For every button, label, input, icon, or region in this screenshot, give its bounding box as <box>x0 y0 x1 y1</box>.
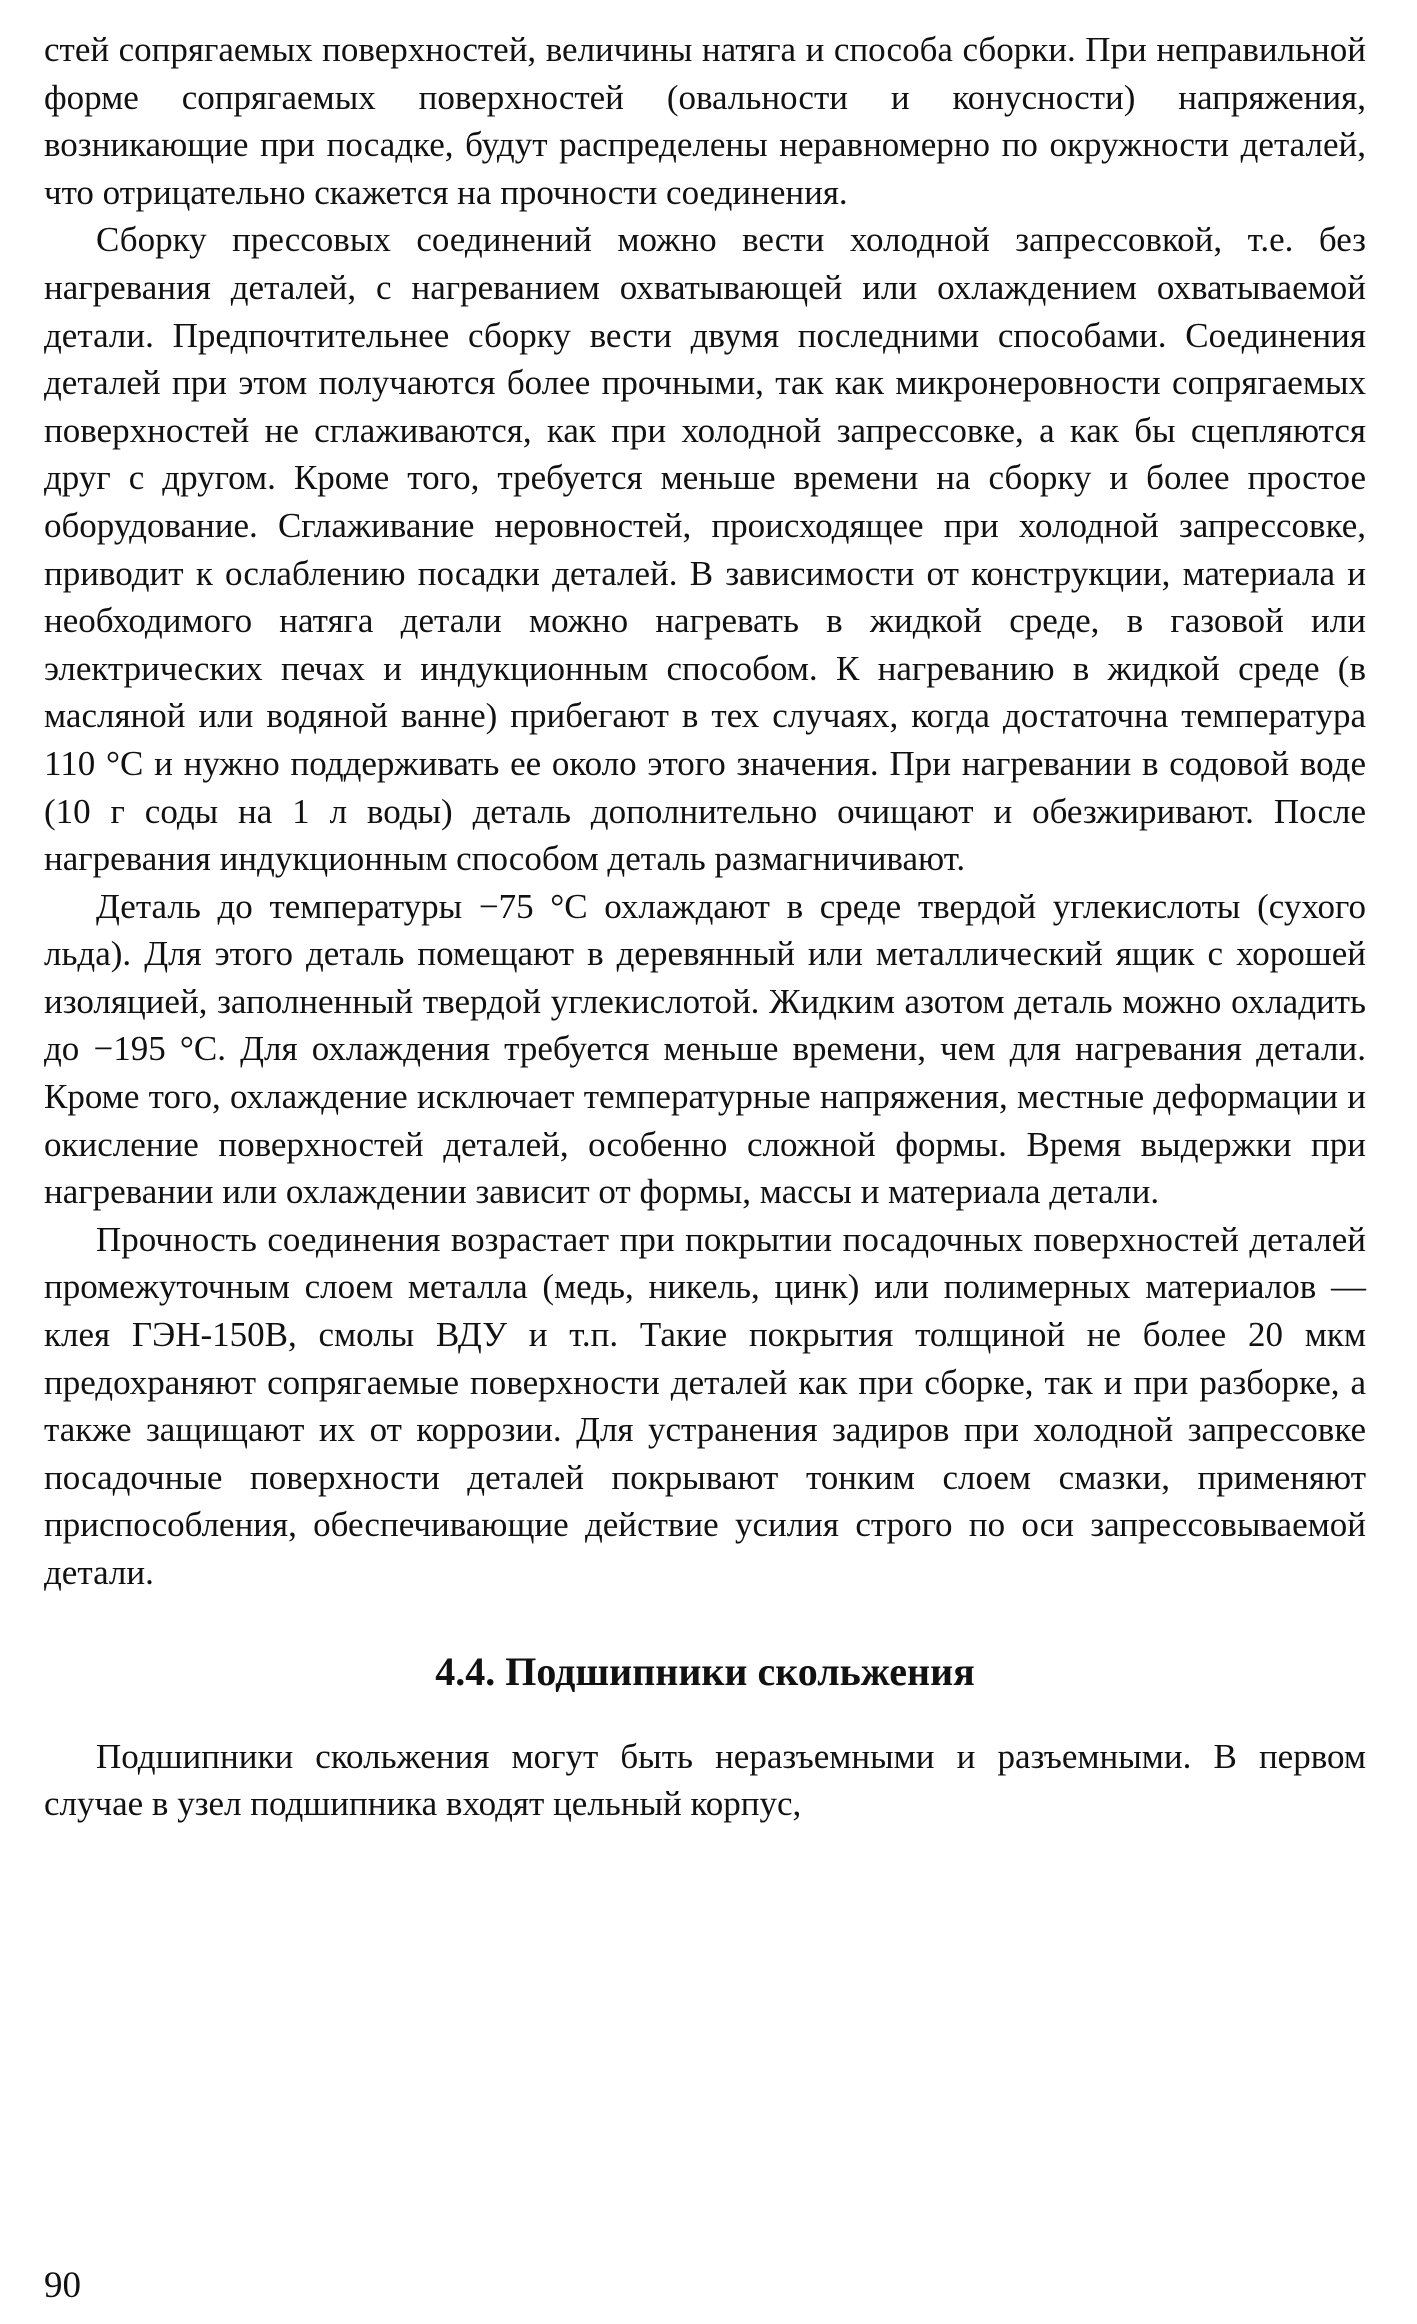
paragraph-press-fit-assembly: Сборку прессовых соединений можно вести холодной запрессовкой, т.е. без нагревания деталей, с нагреванием охватывающей или охлаждением охватываемой детали. Предпочтительнее сборку вести двумя последними способами. Соединения деталей при этом получаются более прочными, так как микронеровности сопрягаемых поверхностей не сглаживаются, как при холодной запрессовке, а как бы сцепляются друг с другом. Кроме того, требуется меньше времени на сборку и более простое оборудование. Сглаживание неровностей, происходящее при холодной запрессовке, приводит к ослаблению посадки деталей. В зависимости от конструкции, материала и необходимого натяга детали можно нагревать в жидкой среде, в газовой или электрических печах и индукционным способом. К нагреванию в жидкой среде (в масляной или водяной ванне) прибегают в тех случаях, когда достаточна температура 110 °С и нужно поддерживать ее около этого значения. При нагревании в содовой воде (10 г соды на 1 л воды) деталь дополнительно очищают и обезжиривают. После нагревания индукционным способом деталь размагничивают. <box>44 220 1366 879</box>
section-heading: 4.4. Подшипники скольжения <box>435 1648 975 1694</box>
paragraph-sliding-bearings: Подшипники скольжения могут быть неразъемными и разъемными. В первом случае в узел подшипника входят цельный корпус, <box>44 1736 1366 1824</box>
paragraph-continuation: стей сопрягаемых поверхностей, величины натяга и способа сборки. При неправильной форме сопрягаемых поверхностей (овальности и конусности) напряжения, возникающие при посадке, будут распределены неравномерно по окружности деталей, что отрицательно скажется на прочности соединения. <box>44 30 1366 212</box>
page-number: 90 <box>44 2265 81 2306</box>
paragraph-cooling: Деталь до температуры −75 °С охлаждают в среде твердой углекислоты (сухого льда). Для этого деталь помещают в деревянный или металлический ящик с хорошей изоляцией, заполненный твердой углекислотой. Жидким азотом деталь можно охладить до −195 °С. Для охлаждения требуется меньше времени, чем для нагревания детали. Кроме того, охлаждение исключает температурные напряжения, местные деформации и окисление поверхностей деталей, особенно сложной формы. Время выдержки при нагревании или охлаждении зависит от формы, массы и материала детали. <box>44 886 1366 1212</box>
paragraph-coatings: Прочность соединения возрастает при покрытии посадочных поверхностей деталей промежуточным слоем металла (медь, никель, цинк) или полимерных материалов — клея ГЭН-150В, смолы ВДУ и т.п. Такие покрытия толщиной не более 20 мкм предохраняют сопрягаемые поверхности деталей как при сборке, так и при разборке, а также защищают их от коррозии. Для устранения задиров при холодной запрессовке посадочные поверхности деталей покрывают тонким слоем смазки, применяют приспособления, обеспечивающие действие усилия строго по оси запрессовываемой детали. <box>44 1219 1366 1592</box>
page-body <box>44 26 1366 1828</box>
